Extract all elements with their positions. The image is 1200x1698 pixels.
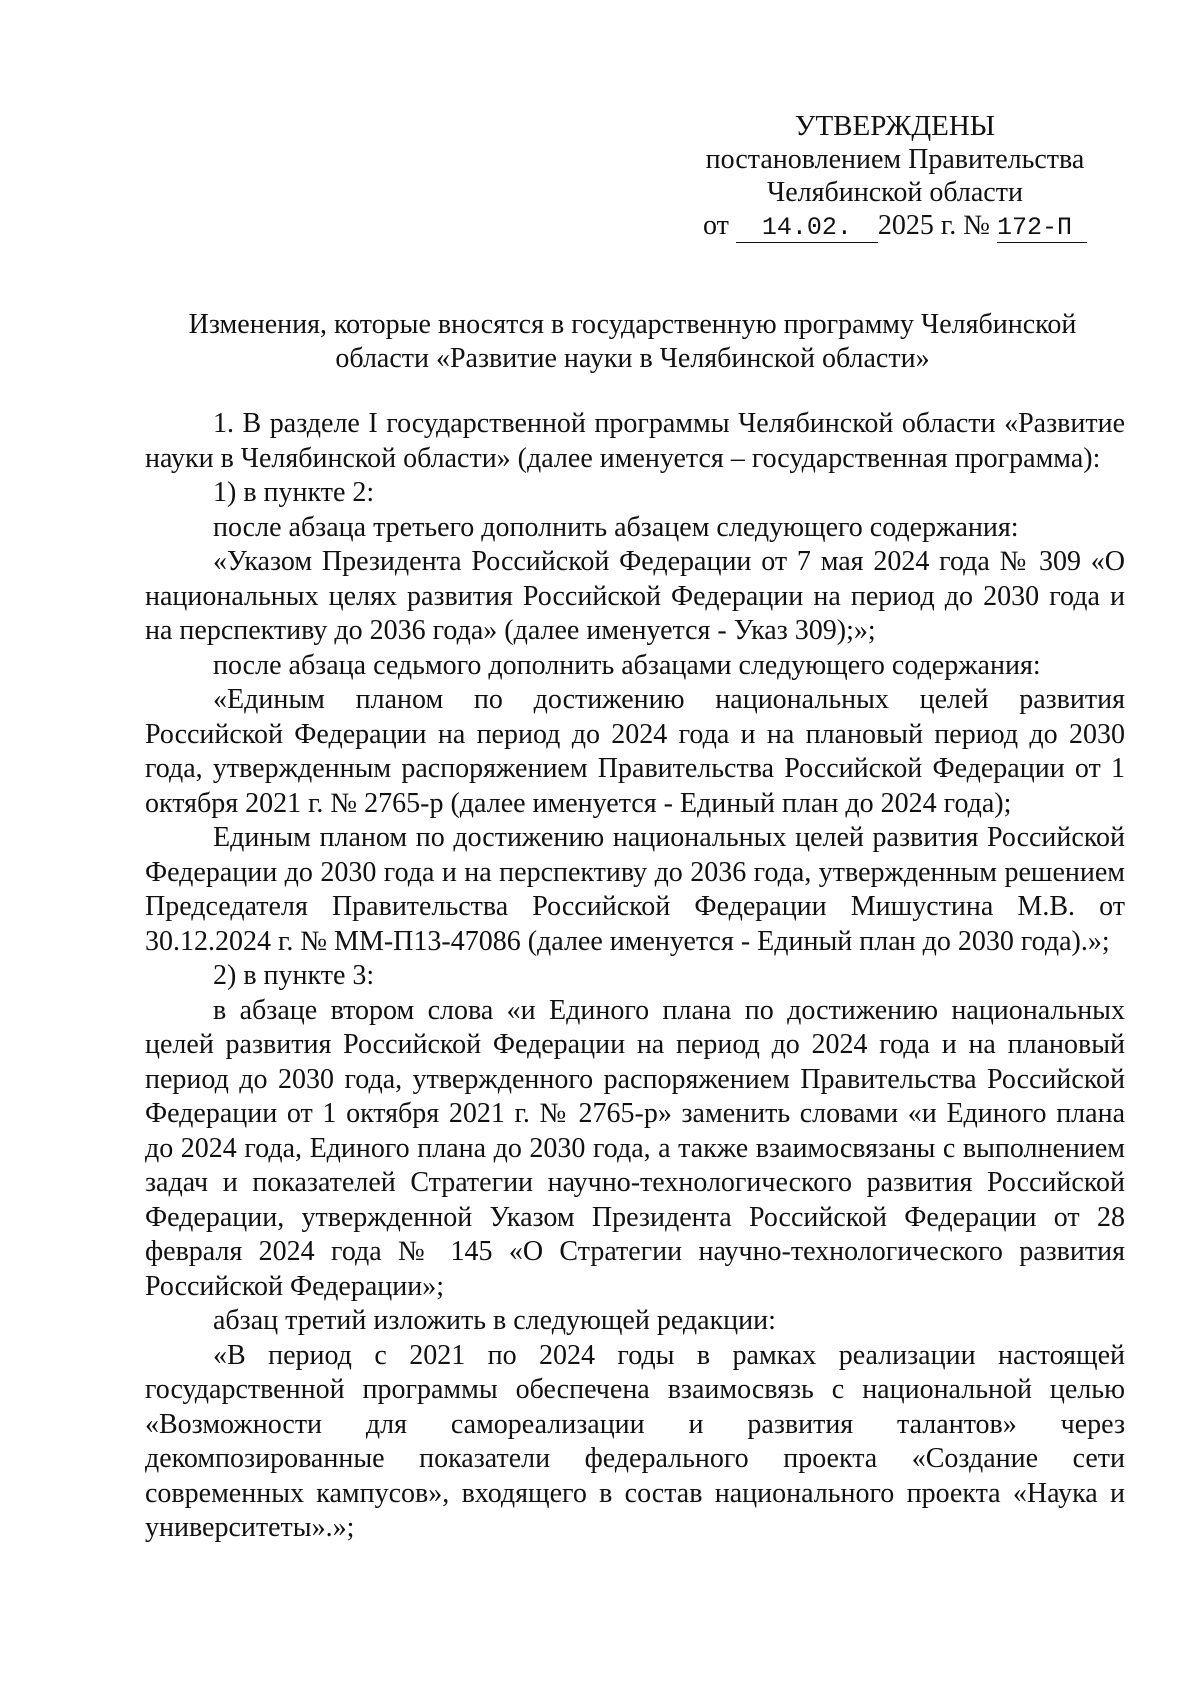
- paragraph: абзац третий изложить в следующей редакции:: [213, 1305, 776, 1336]
- approval-line-2: Челябинской области: [767, 177, 1023, 208]
- paragraph: «Указом Президента Российской Федерации от 7 мая 2024 года № 309 «О национальных целях развития Российской Федерации на период до 2030 года и на перспективу до 2036 года» (далее именуется - Указ 309);»;: [145, 546, 1125, 646]
- paragraph: Единым планом по достижению национальных целей развития Российской Федерации до 2030 года и на перспективу до 2036 года, утвержденным решением Председателя Правительства Российской Федерации Мишустина М.В. от 30.12.2024 г. № ММ-П13-47086 (далее именуется - Единый план до 2030 года).»;: [145, 822, 1125, 957]
- paragraph: после абзаца третьего дополнить абзацем следующего содержания:: [213, 511, 1019, 543]
- approval-line-1: постановлением Правительства: [705, 144, 1085, 175]
- paragraph: «Единым планом по достижению национальных целей развития Российской Федерации на период до 2024 года и на плановый период до 2030 года, утвержденным распоряжением Правительства Российской Федерации от 1 октября 2021 г. № 2765-р (далее именуется - Единый план до 2024 года);: [145, 684, 1125, 819]
- approval-date-line: [650, 209, 1140, 243]
- paragraph: после абзаца седьмого дополнить абзацами следующего содержания:: [213, 649, 1041, 681]
- document-title: [140, 308, 1125, 376]
- paragraph: 1. В разделе I государственной программы Челябинской области «Развитие науки в Челябинской области» (далее именуется – государственная программа):: [145, 408, 1125, 474]
- date-field: 14.02.: [736, 213, 878, 243]
- year-text: 2025 г. №: [877, 210, 990, 241]
- approval-heading: УТВЕРЖДЕНЫ: [794, 110, 996, 142]
- document-body: [145, 407, 1125, 1546]
- paragraph: 2) в пункте 3:: [213, 960, 375, 991]
- title-line-1: Изменения, которые вносятся в государственную программу Челябинской: [188, 309, 1077, 340]
- paragraph: 1) в пункте 2:: [213, 477, 375, 508]
- approval-stamp: [650, 110, 1140, 243]
- title-line-2: области «Развитие науки в Челябинской области»: [335, 343, 930, 374]
- document-number-field: 172-П: [997, 213, 1087, 243]
- date-prefix: от: [703, 210, 729, 241]
- paragraph: «В период с 2021 по 2024 годы в рамках реализации настоящей государственной программы обеспечена взаимосвязь с национальной целью «Возможности для самореализации и развития талантов» через декомпозированные показатели федерального проекта «Создание сети современных кампусов», входящего в состав национального проекта «Наука и университеты».»;: [145, 1339, 1125, 1543]
- paragraph: в абзаце втором слова «и Единого плана по достижению национальных целей развития Российской Федерации на период до 2024 года и на плановый период до 2030 года, утвержденного распоряжением Правительства Российской Федерации от 1 октября 2021 г. № 2765-р» заменить словами «и Единого плана до 2024 года, Единого плана до 2030 года, а также взаимосвязаны с выполнением задач и показателей Стратегии научно-технологического развития Российской Федерации, утвержденной Указом Президента Российской Федерации от 28 февраля 2024 года № 145 «О Стратегии научно-технологического развития Российской Федерации»;: [145, 994, 1125, 1302]
